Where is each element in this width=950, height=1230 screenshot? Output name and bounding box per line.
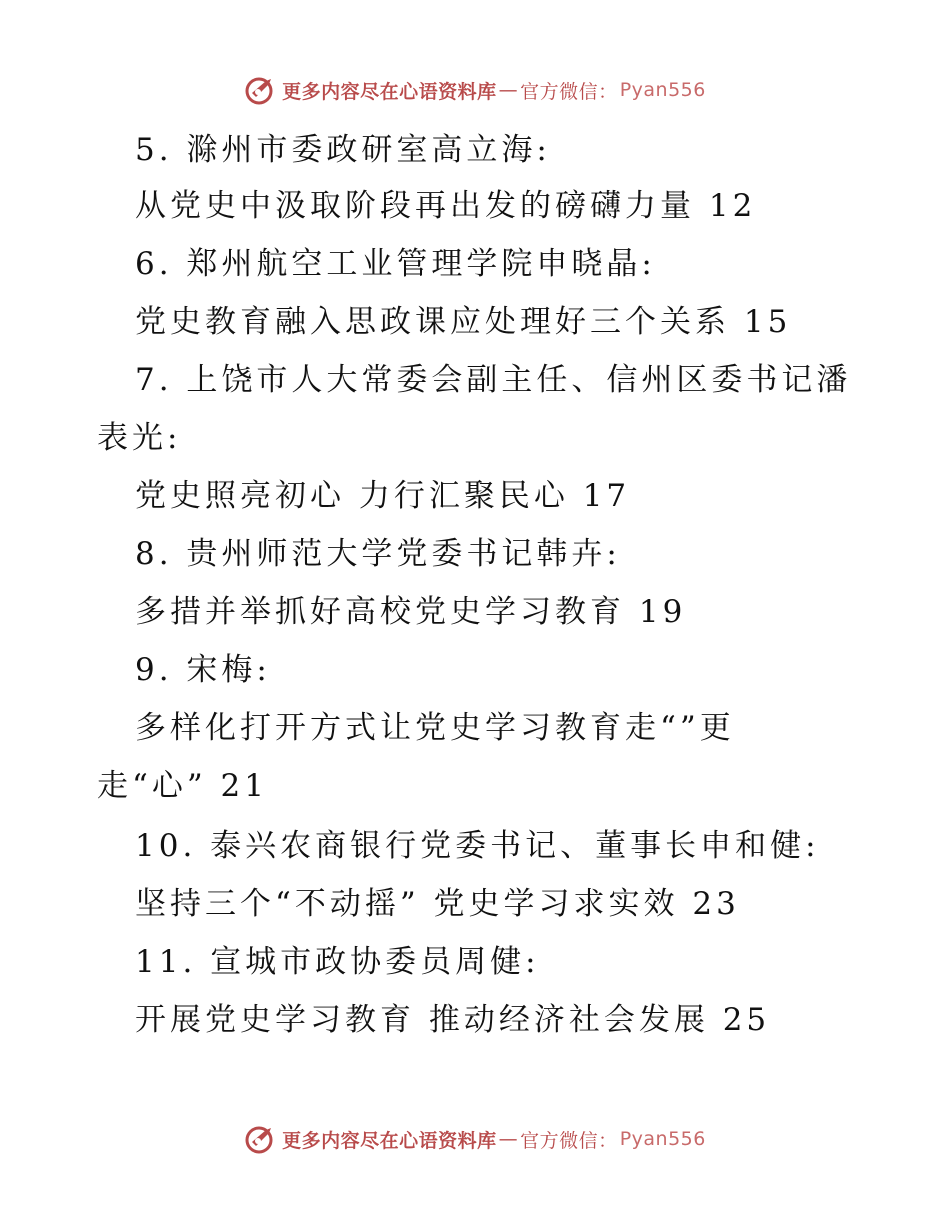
toc-entry-7-author-cont: 表光: xyxy=(97,420,182,456)
toc-entry-6-author: 6. 郑州航空工业管理学院申晓晶: xyxy=(135,246,656,282)
watermark-wechat-id: Pyan556 xyxy=(619,79,706,101)
pen-logo-icon xyxy=(244,73,278,107)
pen-logo-icon xyxy=(244,1122,278,1156)
watermark-main-text: 更多内容尽在心语资料库 xyxy=(282,80,497,103)
toc-entry-7-author: 7. 上饶市人大常委会副主任、信州区委书记潘 xyxy=(135,362,852,398)
toc-entry-9-title: 多样化打开方式让党史学习教育走“”更 xyxy=(135,710,735,746)
toc-entry-5-author: 5. 滁州市委政研室高立海: xyxy=(135,132,551,168)
watermark-main-text: 更多内容尽在心语资料库 xyxy=(282,1129,497,1152)
toc-entry-10-author: 10. 泰兴农商银行党委书记、董事长申和健: xyxy=(135,828,820,864)
toc-entry-9-title-cont: 走“心” 21 xyxy=(97,768,268,804)
toc-entry-9-author: 9. 宋梅: xyxy=(135,652,271,688)
watermark-separator: — xyxy=(498,1128,519,1150)
watermark-footer xyxy=(0,1122,950,1156)
watermark-wechat-label: 官方微信： xyxy=(520,80,618,103)
watermark-header xyxy=(0,73,950,107)
toc-entry-5-title: 从党史中汲取阶段再出发的磅礴力量 12 xyxy=(135,188,757,224)
toc-entry-7-title: 党史照亮初心 力行汇聚民心 17 xyxy=(135,478,631,514)
watermark-wechat-label: 官方微信： xyxy=(520,1129,618,1152)
toc-entry-8-title: 多措并举抓好高校党史学习教育 19 xyxy=(135,594,687,630)
toc-entry-11-author: 11. 宣城市政协委员周健: xyxy=(135,944,540,980)
toc-entry-8-author: 8. 贵州师范大学党委书记韩卉: xyxy=(135,536,621,572)
toc-entry-6-title: 党史教育融入思政课应处理好三个关系 15 xyxy=(135,304,792,340)
toc-entry-10-title: 坚持三个“不动摇” 党史学习求实效 23 xyxy=(135,886,740,922)
toc-entry-11-title: 开展党史学习教育 推动经济社会发展 25 xyxy=(135,1002,771,1038)
watermark-wechat-id: Pyan556 xyxy=(619,1128,706,1150)
watermark-separator: — xyxy=(498,79,519,101)
